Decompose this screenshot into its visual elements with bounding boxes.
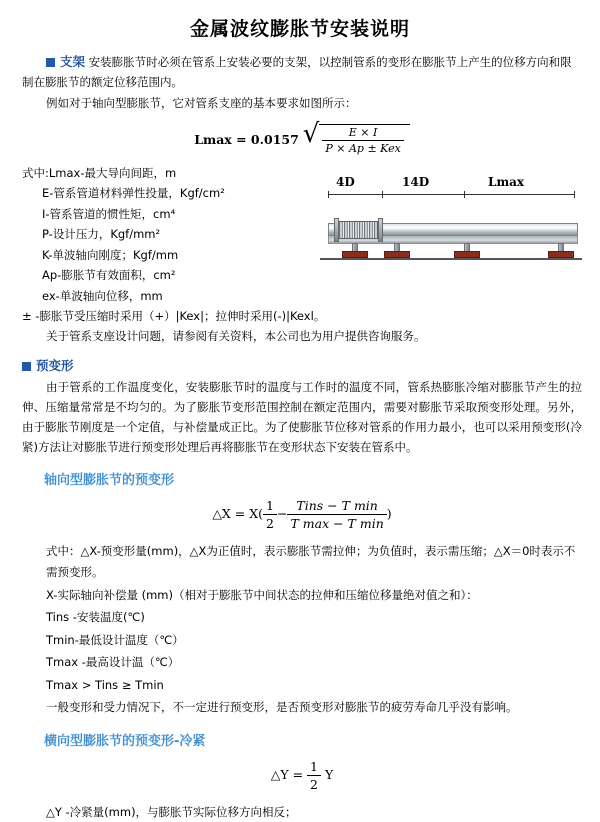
- axial-note: X-实际轴向补偿量 (mm)（相对于膨胀节中间状态的拉伸和压缩位移量绝对值之和）：: [46, 587, 478, 602]
- flange-icon: [378, 218, 383, 242]
- support-base: [548, 251, 574, 258]
- formula-lmax: [22, 118, 582, 157]
- section-bracket-para1: 安装膨胀节时必须在管系上安装必要的支架，以控制管系的变形在膨胀节上产生的位移方向和限制在膨胀节的额定位移范围内。: [22, 55, 572, 89]
- diagram-dim-label-4d: 4D: [336, 174, 355, 189]
- formula-axial-minus: −: [276, 506, 288, 522]
- formula-axial-temp-den: T max − T min: [290, 516, 384, 532]
- section-predeform-para1: 由于管系的工作温度变化，安装膨胀节时的温度与工作时的温度不同，管系热膨胀冷缩对膨胀节产生的拉伸、压缩量常常是不均匀的。为了膨胀节变形范围控制在额定范围内，需要对膨胀节采取预变形处理。另外，由于膨胀节刚度是一个定值，与补偿量成正比。为了使膨胀节位移对管系的作用力最小，也可以采用预变形(冷紧)方法让对膨胀节进行预变形处理后再将膨胀节在变形状态下安装在管系中。: [22, 380, 582, 454]
- formula-lateral-half-den: 2: [310, 776, 318, 792]
- axial-note: Tins -安装温度(℃): [46, 610, 145, 625]
- dim-segment: [464, 194, 574, 195]
- diagram-dimension-labels: [320, 175, 582, 191]
- blue-square-bullet-icon: [22, 362, 31, 371]
- consult-paragraph: 关于管系支座设计问题，请参阅有关资料，本公司也为用户提供咨询服务。: [46, 328, 426, 343]
- formula-lmax-fraction: [322, 126, 403, 155]
- formula-axial-rhs: ): [386, 506, 392, 522]
- flange-icon: [334, 218, 339, 242]
- formula-axial-temp-fraction: [287, 498, 386, 531]
- dim-tick: [574, 191, 575, 198]
- dim-segment: [328, 194, 382, 195]
- ground-line: [320, 258, 582, 260]
- diagram-dim-label-14d: 14D: [402, 174, 430, 189]
- axial-note: 式中：△X-预变形量(mm)，△X为正值时，表示膨胀节需拉伸；为负值时，表示需压缩；△X＝0时表示不需预变形。: [46, 544, 576, 579]
- blue-square-bullet-icon: [46, 58, 55, 67]
- section-bracket-heading: [22, 51, 582, 92]
- formula-lateral-lhs: △Y =: [270, 766, 304, 782]
- section-bracket-para2: 例如对于轴向型膨胀节，它对管系支座的基本要求如图所示：: [46, 96, 357, 111]
- legend-item: K-单波轴向刚度；Kgf/mm: [42, 247, 179, 262]
- page-title: 金属波纹膨胀节安装说明: [189, 18, 410, 40]
- legend-item: 式中:Lmax-最大导向间距，m: [22, 165, 177, 180]
- formula-axial-half: [263, 498, 277, 531]
- support-base: [384, 251, 410, 258]
- formula-lateral-half: [307, 759, 321, 792]
- pipe-support: [548, 243, 574, 259]
- formula-lmax-box: [188, 118, 416, 157]
- legend-item: E-管系管道材料弹性投量，Kgf/cm²: [42, 186, 225, 201]
- legend-item: ± -膨胀节受压缩时采用（+）|Kex|；拉伸时采用(-)|Kexl。: [22, 309, 326, 324]
- pipe-support: [342, 243, 368, 259]
- formula-lateral-rhs: Y: [324, 766, 334, 782]
- section-predeform-label: 预变形: [36, 358, 74, 374]
- formula-axial-temp-num: Tins − T min: [287, 498, 386, 515]
- legend-item: Ap-膨胀节有效面积，cm²: [42, 268, 176, 283]
- section-predeform-heading: [22, 356, 582, 374]
- formula-axial: [22, 498, 582, 531]
- diagram-dim-label-lmax: Lmax: [488, 174, 525, 189]
- subsection-axial-heading: 轴向型膨胀节的预变形: [44, 473, 175, 489]
- support-base: [454, 251, 480, 258]
- formula-lmax-lhs: Lmax = 0.0157: [194, 131, 299, 147]
- legend-item: P-设计压力，Kgf/mm²: [42, 227, 161, 242]
- formula-axial-half-num: 1: [263, 498, 277, 515]
- legend-item: I-管系管道的惯性矩，cm⁴: [42, 206, 176, 221]
- dim-segment: [382, 194, 464, 195]
- document-content: [0, 51, 600, 822]
- expansion-joint-diagram: [320, 175, 582, 271]
- diagram-dimension-bars: [320, 191, 582, 199]
- axial-note: Tmax -最高设计温（℃）: [46, 655, 180, 670]
- formula-legend: [22, 163, 326, 327]
- axial-note: 一般变形和受力情况下，不一定进行预变形，是否预变形对膨胀节的疲劳寿命几乎没有影响。: [46, 700, 518, 715]
- formula-lmax-denominator: P × Ap ± Kex: [325, 141, 401, 155]
- sqrt-icon: [302, 118, 410, 155]
- pipe-support: [454, 243, 480, 259]
- pipe-illustration: [320, 201, 582, 271]
- lateral-note: △Y -冷紧量(mm)，与膨胀节实际位移方向相反；: [46, 804, 297, 819]
- section-bracket-label: 支架: [60, 54, 86, 69]
- support-base: [342, 251, 368, 258]
- formula-axial-lhs: △X = X(: [212, 506, 264, 522]
- formula-axial-half-den: 2: [266, 516, 274, 532]
- pipe-support: [384, 243, 410, 259]
- sqrt-content: [319, 124, 409, 155]
- legend-and-diagram: [22, 163, 582, 327]
- subsection-lateral-heading: 横向型膨胀节的预变形-冷紧: [44, 733, 206, 749]
- axial-note: Tmin-最低设计温度（℃）: [46, 632, 184, 647]
- axial-note: Tmax > Tins ≥ Tmin: [46, 677, 164, 692]
- sqrt-sign: √: [302, 118, 320, 149]
- formula-lmax-numerator: E × I: [322, 126, 403, 141]
- formula-lateral: [22, 759, 582, 792]
- bellows-icon: [338, 221, 378, 239]
- legend-item: ex-单波轴向位移，mm: [42, 288, 163, 303]
- formula-lateral-half-num: 1: [307, 759, 321, 776]
- document-page: [0, 14, 600, 819]
- formula-lmax-expression: [194, 118, 410, 155]
